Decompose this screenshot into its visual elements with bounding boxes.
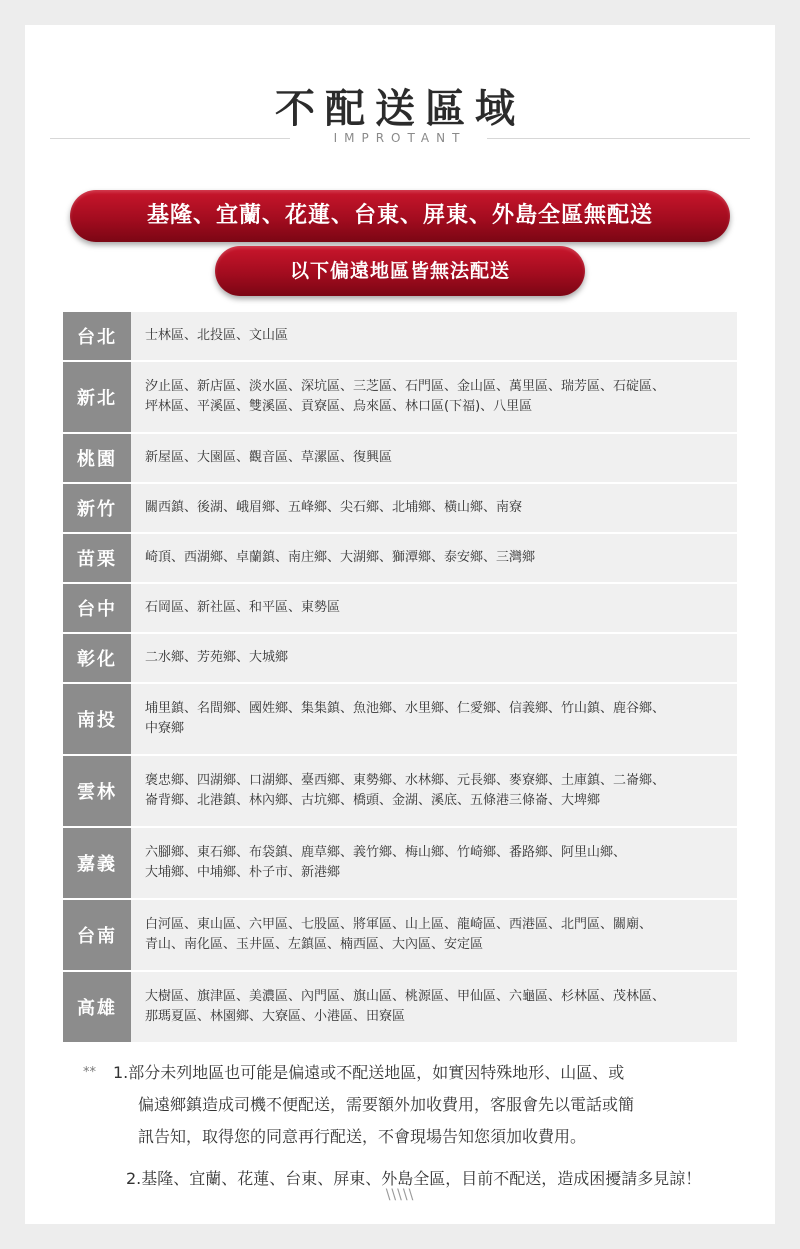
footer-decoration: \\\\\ [385, 1187, 415, 1203]
note-1-line-2: 偏遠鄉鎮造成司機不便配送，需要額外加收費用，客服會先以電話或簡 [138, 1095, 635, 1114]
table-row [63, 484, 737, 532]
area-line: 青山、南化區、玉井區、左鎮區、楠西區、大內區、安定區 [145, 937, 484, 952]
area-line: 關西鎮、後湖、峨眉鄉、五峰鄉、尖石鄉、北埔鄉、橫山鄉、南寮 [145, 500, 523, 515]
notes-section [83, 1057, 743, 1195]
region-areas [131, 684, 737, 754]
region-name: 台中 [63, 584, 131, 632]
area-line: 新屋區、大園區、觀音區、草漯區、復興區 [145, 450, 393, 465]
region-name: 台北 [63, 312, 131, 360]
region-name: 新竹 [63, 484, 131, 532]
table-row [63, 972, 737, 1042]
region-areas [131, 312, 737, 360]
area-line: 中寮鄉 [145, 721, 185, 736]
area-line: 汐止區、新店區、淡水區、深坑區、三芝區、石門區、金山區、萬里區、瑞芳區、石碇區、 [145, 379, 666, 394]
region-name: 雲林 [63, 756, 131, 826]
table-row [63, 684, 737, 754]
content-card [25, 25, 775, 1224]
table-row [63, 828, 737, 898]
region-areas [131, 362, 737, 432]
table-row [63, 584, 737, 632]
region-areas [131, 584, 737, 632]
note-item-1 [83, 1057, 743, 1089]
table-row [63, 534, 737, 582]
no-delivery-banner: 基隆、宜蘭、花蓮、台東、屏東、外島全區無配送 [70, 190, 730, 242]
region-table [63, 312, 737, 1044]
region-name: 台南 [63, 900, 131, 970]
table-row [63, 634, 737, 682]
region-areas [131, 434, 737, 482]
region-areas [131, 484, 737, 532]
area-line: 大樹區、旗津區、美濃區、內門區、旗山區、桃源區、甲仙區、六龜區、杉林區、茂林區、 [145, 989, 666, 1004]
note-1-line-1: 1.部分未列地區也可能是偏遠或不配送地區，如實因特殊地形、山區、或 [113, 1063, 625, 1082]
region-areas [131, 534, 737, 582]
region-areas [131, 828, 737, 898]
table-row [63, 756, 737, 826]
region-name: 南投 [63, 684, 131, 754]
table-row [63, 434, 737, 482]
region-name: 新北 [63, 362, 131, 432]
region-name: 彰化 [63, 634, 131, 682]
region-areas [131, 756, 737, 826]
note-mark: ** [83, 1065, 96, 1080]
area-line: 崎頂、西湖鄉、卓蘭鎮、南庄鄉、大湖鄉、獅潭鄉、泰安鄉、三灣鄉 [145, 550, 536, 565]
area-line: 白河區、東山區、六甲區、七股區、將軍區、山上區、龍崎區、西港區、北門區、關廟、 [145, 917, 653, 932]
page-title: 不配送區域 [275, 85, 525, 132]
note-1-line-3: 訊告知，取得您的同意再行配送，不會現場告知您須加收費用。 [138, 1127, 587, 1146]
page-subtitle: IMPROTANT [333, 131, 467, 145]
area-line: 二水鄉、芳苑鄉、大城鄉 [145, 650, 289, 665]
region-name: 桃園 [63, 434, 131, 482]
area-line: 坪林區、平溪區、雙溪區、貢寮區、烏來區、林口區(下福)、八里區 [145, 399, 533, 414]
area-line: 崙背鄉、北港鎮、林內鄉、古坑鄉、橋頭、金湖、溪底、五條港三條崙、大埤鄉 [145, 793, 601, 808]
region-name: 高雄 [63, 972, 131, 1042]
table-row [63, 900, 737, 970]
area-line: 士林區、北投區、文山區 [145, 328, 289, 343]
region-areas [131, 634, 737, 682]
area-line: 大埔鄉、中埔鄉、朴子市、新港鄉 [145, 865, 341, 880]
table-row [63, 362, 737, 432]
area-line: 六腳鄉、東石鄉、布袋鎮、鹿草鄉、義竹鄉、梅山鄉、竹崎鄉、番路鄉、阿里山鄉、 [145, 845, 627, 860]
area-line: 褒忠鄉、四湖鄉、口湖鄉、臺西鄉、東勢鄉、水林鄉、元長鄉、麥寮鄉、土庫鎮、二崙鄉、 [145, 773, 666, 788]
area-line: 那瑪夏區、林園鄉、大寮區、小港區、田寮區 [145, 1009, 406, 1024]
region-name: 嘉義 [63, 828, 131, 898]
region-areas [131, 900, 737, 970]
area-line: 石岡區、新社區、和平區、東勢區 [145, 600, 341, 615]
area-line: 埔里鎮、名間鄉、國姓鄉、集集鎮、魚池鄉、水里鄉、仁愛鄉、信義鄉、竹山鎮、鹿谷鄉、 [145, 701, 666, 716]
note-item-2: 2.基隆、宜蘭、花蓮、台東、屏東、外島全區，目前不配送，造成困擾請多見諒！ [126, 1169, 702, 1188]
region-name: 苗栗 [63, 534, 131, 582]
remote-area-banner: 以下偏遠地區皆無法配送 [215, 246, 585, 296]
table-row [63, 312, 737, 360]
region-areas [131, 972, 737, 1042]
